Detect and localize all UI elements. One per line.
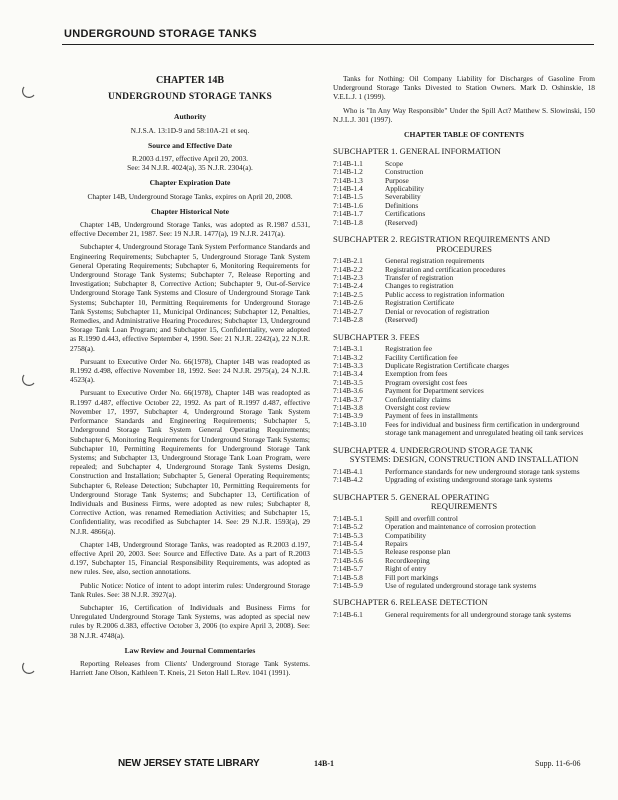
section-title: Scope xyxy=(385,158,404,168)
section-title: Operation and maintenance of corrosion protection xyxy=(385,522,536,532)
subchapter-heading-line: SUBCHAPTER 5. GENERAL OPERATING xyxy=(333,491,490,502)
toc-entry xyxy=(333,185,595,193)
subchapter-heading xyxy=(333,493,595,512)
section-title: Changes to registration xyxy=(385,281,454,291)
section-number: 7:14B-5.3 xyxy=(333,530,363,540)
section-number: 7:14B-2.3 xyxy=(333,273,363,283)
section-title: Payment for Department services xyxy=(385,386,484,396)
section-title: General registration requirements xyxy=(385,256,485,266)
history-paragraph: Subchapter 16, Certification of Individuals and Business Firms for Unregulated Underground Storage Tank Systems, was adopted as special new rules by R.2006 d.383, effective October 3, 2006 (to expire April 3, 2008). See: 38 N.J.R. 4748(a). xyxy=(70,602,310,640)
law-review-entry: Who is "In Any Way Responsible" Under the Spill Act? Matthew S. Slowinski, 150 N.J.L.J. 301 (1997). xyxy=(333,105,595,124)
section-number: 7:14B-1.3 xyxy=(333,175,363,185)
subchapter-heading-line: PROCEDURES xyxy=(436,243,492,254)
toc-entry xyxy=(333,291,595,299)
section-title: Facility Certification fee xyxy=(385,352,458,362)
section-number: 7:14B-2.7 xyxy=(333,306,363,316)
section-number: 7:14B-3.5 xyxy=(333,377,363,387)
subchapter-heading-line: SUBCHAPTER 6. RELEASE DETECTION xyxy=(333,597,488,608)
subchapter-heading-line: SUBCHAPTER 4. UNDERGROUND STORAGE TANK xyxy=(333,444,533,455)
section-title: (Reserved) xyxy=(385,315,418,325)
toc-entry xyxy=(333,548,595,556)
subchapter-heading xyxy=(333,333,595,343)
subchapter-heading xyxy=(333,147,595,157)
source-line: R.2003 d.197, effective April 20, 2003. xyxy=(131,154,249,164)
section-title: Severability xyxy=(385,192,421,202)
section-title: Duplicate Registration Certificate charges xyxy=(385,360,510,370)
toc-entry xyxy=(333,266,595,274)
toc-entry xyxy=(333,274,595,282)
section-title: Repairs xyxy=(385,538,408,548)
section-title: Public access to registration information xyxy=(385,289,505,299)
page-number: 14B-1 xyxy=(314,759,334,768)
table-of-contents xyxy=(333,147,595,619)
section-number: 7:14B-3.10 xyxy=(333,419,367,429)
section-number: 7:14B-5.5 xyxy=(333,547,363,557)
section-number: 7:14B-5.1 xyxy=(333,513,363,523)
toc-entry xyxy=(333,160,595,168)
toc-entry xyxy=(333,396,595,404)
source-heading: Source and Effective Date xyxy=(147,140,232,150)
section-number: 7:14B-1.6 xyxy=(333,200,363,210)
section-title: Spill and overfill control xyxy=(385,513,458,523)
section-title: Use of regulated underground storage tank systems xyxy=(385,581,537,590)
toc-entry xyxy=(333,565,595,573)
section-number: 7:14B-2.4 xyxy=(333,281,363,291)
toc-entry xyxy=(333,532,595,540)
history-paragraph: Pursuant to Executive Order No. 66(1978), Chapter 14B was readopted as R.1997 d.487, effective October 22, 1992. As part of R.1997 d.487, effective November 17, 1997, Subchapter 4, Underground Storage Tank System Performance Standards and Engineering Requirements; Subchapter 5, Underground Storage Tank System General Operating Requirements; Subchapter 6, Monitoring Requirements for Underground Storage Tank Systems; Subchapter 10, Permitting Requirements for Underground Storage Tank Systems; and Subchapter 13, Underground Storage Tank Loan Program, were repealed; and Subchapter 4, Underground Storage Tank Systems Design, Construction and Installation; Subchapter 5, General Operating Requirements; Subchapter 6, Release Detection; Subchapter 10, Permitting Requirements for Underground Storage Tank Systems; and Subchapter 13, Certification of Individuals and Business Firms, were adopted as new rules; Subchapter 8, Corrective Action, was renamed Remediation Activities; and Subchapter 15, Confidentiality, was recodified as Subchapter 14. See: 29 N.J.R. 1593(a), 29 N.J.R. 4866(a). xyxy=(70,388,310,536)
toc-entry xyxy=(333,557,595,565)
section-number: 7:14B-3.8 xyxy=(333,402,363,412)
section-number: 7:14B-5.8 xyxy=(333,572,363,582)
supplement-date: Supp. 11-6-06 xyxy=(535,759,581,768)
toc-entry xyxy=(333,168,595,176)
section-title: Construction xyxy=(385,167,424,177)
subchapter-heading-line: REQUIREMENTS xyxy=(430,501,498,512)
section-number: 7:14B-3.7 xyxy=(333,394,363,404)
section-title: Fees for individual and business firm certification in underground storage tank management and unregulated heating oil tank services xyxy=(385,419,584,438)
section-title: Upgrading of existing underground storage tank systems xyxy=(385,475,553,485)
section-title: Performance standards for new underground storage tank systems xyxy=(385,466,580,476)
section-title: Registration Certificate xyxy=(385,298,455,308)
subchapter-heading xyxy=(333,598,595,608)
history-heading: Chapter Historical Note xyxy=(151,206,229,216)
subchapter-heading-line: SUBCHAPTER 1. GENERAL INFORMATION xyxy=(333,146,501,157)
subchapter-heading-line: SUBCHAPTER 3. FEES xyxy=(333,331,420,342)
section-title: Transfer of registration xyxy=(385,273,454,283)
library-stamp: NEW JERSEY STATE LIBRARY xyxy=(118,758,260,769)
history-paragraph: Pursuant to Executive Order No. 66(1978), Chapter 14B was readopted as R.1992 d.498, effective November 18, 1992. See: 24 N.J.R. 2975(a), 24 N.J.R. 4523(a). xyxy=(70,356,310,385)
section-title: Right of entry xyxy=(385,564,427,574)
authority-text: N.J.S.A. 13:1D-9 and 58:10A-21 et seq. xyxy=(130,125,250,135)
section-title: Denial or revocation of registration xyxy=(385,306,490,316)
toc-title: CHAPTER TABLE OF CONTENTS xyxy=(404,130,524,140)
section-title: Release response plan xyxy=(385,547,451,557)
section-number: 7:14B-1.7 xyxy=(333,209,363,219)
toc-entry xyxy=(333,210,595,218)
section-title: Registration and certification procedures xyxy=(385,264,506,274)
section-number: 7:14B-5.7 xyxy=(333,564,363,574)
toc-entry xyxy=(333,523,595,531)
section-number: 7:14B-3.3 xyxy=(333,360,363,370)
section-number: 7:14B-4.1 xyxy=(333,466,363,476)
punch-hole-icon xyxy=(22,372,36,386)
right-column xyxy=(333,74,595,619)
toc-entry xyxy=(333,193,595,201)
section-title: Purpose xyxy=(385,175,409,185)
section-number: 7:14B-1.8 xyxy=(333,217,363,227)
section-number: 7:14B-1.2 xyxy=(333,167,363,177)
section-title: Certifications xyxy=(385,209,426,219)
history-paragraph: Chapter 14B, Underground Storage Tanks, was readopted as R.2003 d.197, effective April 20, 2003. See: Source and Effective Date. As a part of R.2003 d.197, Subchapter 15, Financial Responsibility Requirements, was adopted as new rules. See, also, section annotations. xyxy=(70,539,310,577)
law-review-entry: Reporting Releases from Clients' Underground Storage Tank Systems. Harriett Jane Olson, Kathleen T. Kneis, 21 Seton Hall L.Rev. 1041 (1991). xyxy=(70,658,310,678)
toc-entry xyxy=(333,202,595,210)
section-title: Payment of fees in installments xyxy=(385,411,478,421)
toc-entry xyxy=(333,582,595,590)
section-title: Confidentiality claims xyxy=(385,394,451,404)
section-number: 7:14B-5.4 xyxy=(333,538,363,548)
section-number: 7:14B-3.2 xyxy=(333,352,363,362)
section-title: Applicability xyxy=(385,184,424,194)
section-title: General requirements for all underground storage tank systems xyxy=(385,610,572,619)
subchapter-heading-line: SYSTEMS: DESIGN, CONSTRUCTION AND INSTALLATION xyxy=(349,454,579,465)
section-number: 7:14B-5.9 xyxy=(333,581,363,590)
section-number: 7:14B-2.1 xyxy=(333,256,363,266)
section-number: 7:14B-4.2 xyxy=(333,475,363,485)
chapter-title: UNDERGROUND STORAGE TANKS xyxy=(108,92,272,103)
toc-entry xyxy=(333,421,595,438)
toc-entry xyxy=(333,219,595,227)
subchapter-heading-line: SUBCHAPTER 2. REGISTRATION REQUIREMENTS AND xyxy=(333,234,551,245)
punch-hole-icon xyxy=(22,84,36,98)
source-line: See: 34 N.J.R. 4024(a), 35 N.J.R. 2304(a). xyxy=(127,163,253,173)
toc-entry xyxy=(333,476,595,484)
section-number: 7:14B-3.9 xyxy=(333,411,363,421)
history-paragraph: Chapter 14B, Underground Storage Tanks, was adopted as R.1987 d.531, effective December 21, 1987. See: 19 N.J.R. 1477(a), 19 N.J.R. 2417(a). xyxy=(70,220,310,239)
expiration-text: Chapter 14B, Underground Storage Tanks, expires on April 20, 2008. xyxy=(87,191,293,201)
toc-entry xyxy=(333,177,595,185)
section-number: 7:14B-3.4 xyxy=(333,369,363,379)
section-number: 7:14B-2.2 xyxy=(333,264,363,274)
running-header: UNDERGROUND STORAGE TANKS xyxy=(64,28,257,40)
toc-entry xyxy=(333,362,595,370)
section-title: Oversight cost review xyxy=(385,402,450,412)
section-number: 7:14B-2.6 xyxy=(333,298,363,308)
section-title: Recordkeeping xyxy=(385,555,430,565)
section-title: (Reserved) xyxy=(385,217,418,227)
section-number: 7:14B-3.6 xyxy=(333,386,363,396)
toc-entry xyxy=(333,387,595,395)
authority-heading: Authority xyxy=(173,112,207,122)
section-number: 7:14B-2.8 xyxy=(333,315,363,325)
toc-entry xyxy=(333,345,595,353)
chapter-number: CHAPTER 14B xyxy=(155,75,225,86)
toc-entry xyxy=(333,540,595,548)
history-paragraph: Public Notice: Notice of intent to adopt interim rules: Underground Storage Tank Rules. See: 38 N.J.R. 3927(a). xyxy=(70,580,310,599)
toc-entry xyxy=(333,308,595,316)
section-number: 7:14B-5.6 xyxy=(333,555,363,565)
section-title: Program oversight cost fees xyxy=(385,377,468,387)
punch-hole-icon xyxy=(22,660,36,674)
law-review-entry: Tanks for Nothing: Oil Company Liability for Discharges of Gasoline From Underground Storage Tanks Divested to Station Owners. Mark D. Oshinskie, 18 V.E.L.J. 1 (1999). xyxy=(333,74,595,102)
section-number: 7:14B-1.4 xyxy=(333,184,363,194)
toc-entry xyxy=(333,316,595,324)
toc-entry xyxy=(333,611,595,619)
section-number: 7:14B-6.1 xyxy=(333,610,363,619)
section-title: Definitions xyxy=(385,200,419,210)
law-review-heading: Law Review and Journal Commentaries xyxy=(124,645,256,655)
section-title: Registration fee xyxy=(385,344,432,354)
section-number: 7:14B-3.1 xyxy=(333,344,363,354)
section-number: 7:14B-1.1 xyxy=(333,158,363,168)
left-column xyxy=(70,74,310,681)
header-rule xyxy=(62,44,594,45)
subchapter-heading xyxy=(333,235,595,254)
expiration-heading: Chapter Expiration Date xyxy=(149,178,231,188)
section-title: Compatibility xyxy=(385,530,427,540)
section-title: Exemption from fees xyxy=(385,369,448,379)
section-number: 7:14B-1.5 xyxy=(333,192,363,202)
section-number: 7:14B-5.2 xyxy=(333,522,363,532)
section-title: Fill port markings xyxy=(385,572,439,582)
subchapter-heading xyxy=(333,446,595,465)
section-number: 7:14B-2.5 xyxy=(333,289,363,299)
history-paragraph: Subchapter 4, Underground Storage Tank System Performance Standards and Engineering Requirements; Subchapter 5, Underground Storage Tank System General Operating Requirements; Subchapter 6, Monitoring Requirements for Underground Storage Tank Systems; Subchapter 7, Release Reporting and Investigation; Subchapter 8, Corrective Action; Subchapter 9, Out-of-Service Underground Storage Tank Systems and Closure of Underground Storage Tank Systems; Subchapter 10, Permitting Requirements for Underground Storage Tank Systems; Subchapter 11, Municipal Ordinances; Subchapter 12, Penalties, Remedies, and Administrative Hearing Procedures; Subchapter 13, Underground Storage Tank Loan Program; and Subchapter 15, Confidentiality, were adopted as R.1990 d.443, effective September 4, 1990. See: 21 N.J.R. 2242(a), 22 N.J.R. 2758(a). xyxy=(70,242,310,353)
